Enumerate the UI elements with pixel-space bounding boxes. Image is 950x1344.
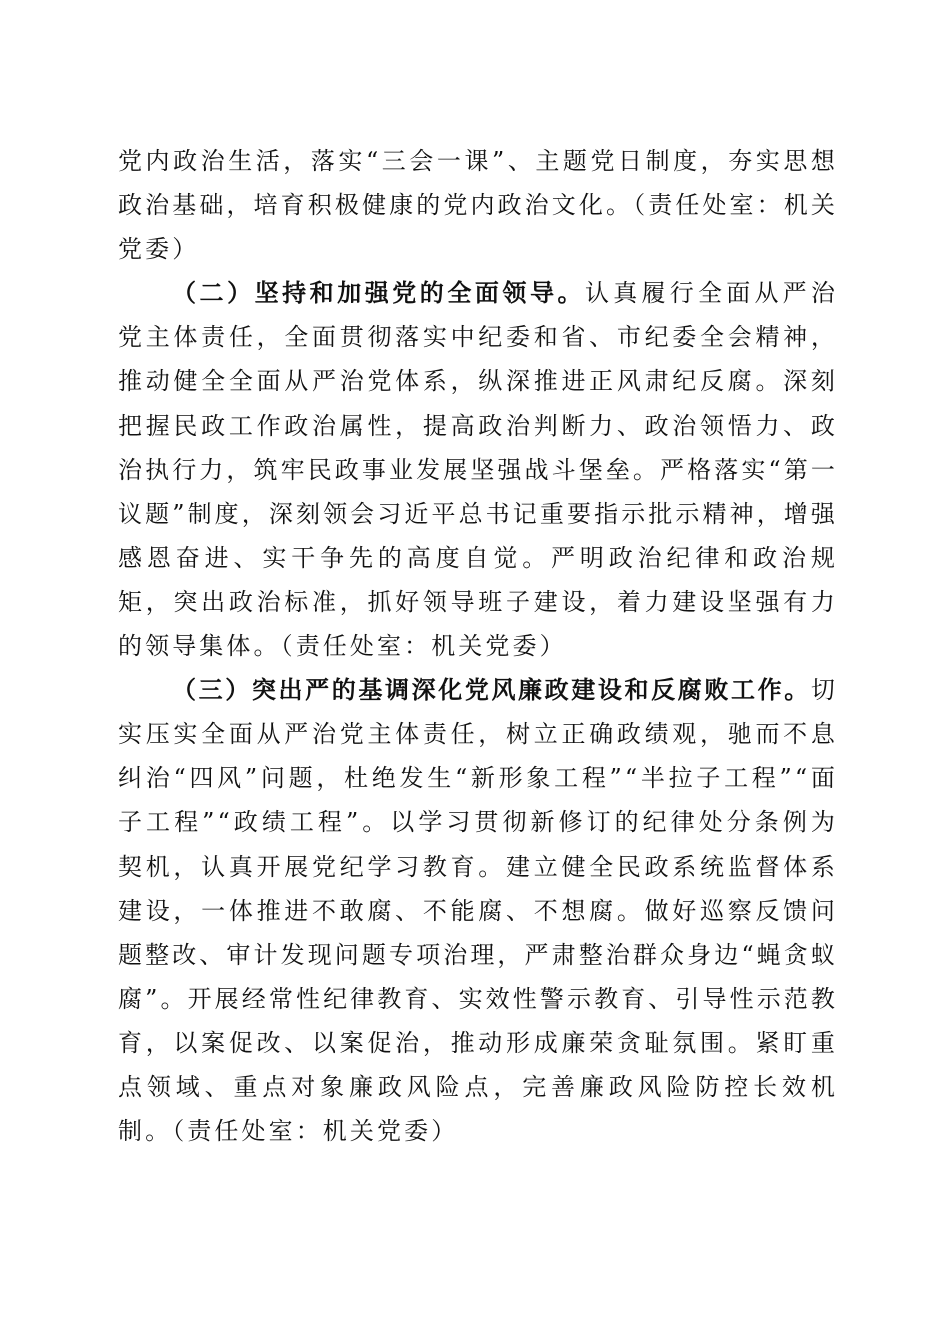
- section-heading: （三）突出严的基调深化党风廉政建设和反腐败工作。: [172, 676, 811, 705]
- paragraph-section-3: [118, 668, 838, 1153]
- paragraph-body: 党内政治生活，落实“三会一课”、主题党日制度，夯实思想政治基础，培育积极健康的党内政治文化。（责任处室：机关党委）: [118, 147, 838, 264]
- section-heading: （二）坚持和加强党的全面领导。: [172, 279, 586, 308]
- paragraph-continuation: [118, 139, 838, 271]
- paragraph-section-2: [118, 271, 838, 668]
- paragraph-body: 切实压实全面从严治党主体责任，树立正确政绩观，驰而不息纠治“四风”问题，杜绝发生“新形象工程”“半拉子工程”“面子工程”“政绩工程”。以学习贯彻新修订的纪律处分条例为契机，认真开展党纪学习教育。建立健全民政系统监督体系建设，一体推进不敢腐、不能腐、不想腐。做好巡察反馈问题整改、审计发现问题专项治理，严肃整治群众身边“蝇贪蚁腐”。开展经常性纪律教育、实效性警示教育、引导性示范教育，以案促改、以案促治，推动形成廉荣贪耻氛围。紧盯重点领域、重点对象廉政风险点，完善廉政风险防控长效机制。（责任处室：机关党委）: [118, 676, 838, 1146]
- paragraph-body: 认真履行全面从严治党主体责任，全面贯彻落实中纪委和省、市纪委全会精神，推动健全全面从严治党体系，纵深推进正风肃纪反腐。深刻把握民政工作政治属性，提高政治判断力、政治领悟力、政治执行力，筑牢民政事业发展坚强战斗堡垒。严格落实“第一议题”制度，深刻领会习近平总书记重要指示批示精神，增强感恩奋进、实干争先的高度自觉。严明政治纪律和政治规矩，突出政治标准，抓好领导班子建设，着力建设坚强有力的领导集体。（责任处室：机关党委）: [118, 279, 839, 661]
